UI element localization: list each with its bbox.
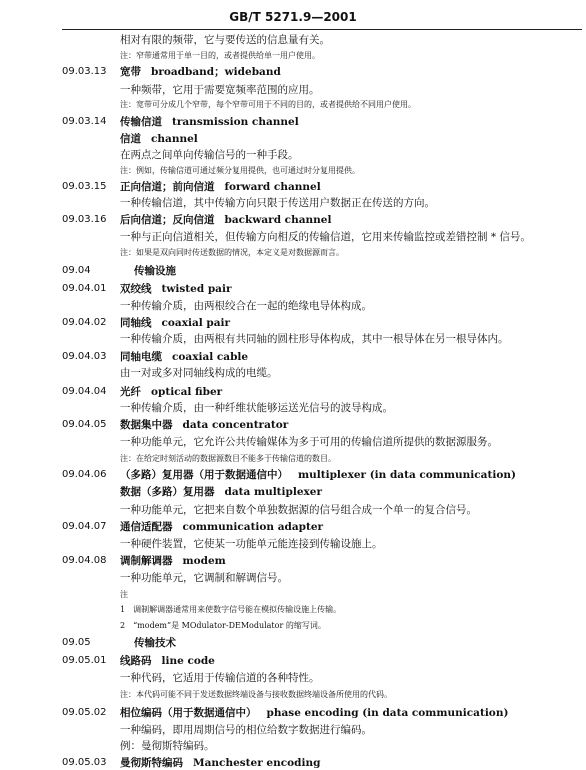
note-text: 注：宽带可分成几个窄带，每个窄带可用于不同的目的，或者提供给不同用户使用。 [120,100,416,109]
definition-text: 数据（多路）复用器 data multiplexer [120,486,323,498]
term-english: transmission channel [172,116,299,128]
term-english: data concentrator [182,419,289,431]
definition-text: 一种与正向信道相关，但传输方向相反的传输信道，它用来传输监控或差错控制 * 信号。 [120,231,531,243]
term-english: broadband；wideband [151,66,281,78]
definition-text: 一种频带，它用于需要宽频率范围的应用。 [120,84,320,96]
term-name: 线路码 line code [120,655,215,667]
definition-text: 一种功能单元，它把来自数个单独数据源的信号组合成一个单一的复合信号。 [120,504,477,516]
note-text: 1 调制解调器通常用来使数字信号能在模拟传输设施上传输。 [120,605,342,614]
term-english: communication adapter [182,521,324,533]
term-name: 同轴电缆 coaxial cable [120,351,249,363]
term-number: 09.03.15 [62,181,107,192]
term-name: 相位编码（用于数据通信中） phase encoding (in data communication) [120,707,509,719]
page-header: GB/T 5271.9—2001 [229,10,357,24]
term-number: 09.04.02 [62,317,107,328]
note-text: 注：本代码可能不同于发送数据终端设备与接收数据终端设备所使用的代码。 [120,690,392,699]
definition-text: 一种传输介质，由两根有共同轴的圆柱形导体构成，其中一根导体在另一根导体内。 [120,333,509,345]
term-number: 09.05.03 [62,757,107,768]
term-name: 同轴线 coaxial pair [120,317,231,329]
note-text: 注：如果是双向同时传送数据的情况，本定义是对数据源而言。 [120,248,344,257]
note-text: 注：在给定时刻活动的数据源数目不能多于传输信道的数目。 [120,454,336,463]
term-english: backward channel [224,214,332,226]
term-number: 09.04.07 [62,521,107,532]
term-name: 正向信道；前向信道 forward channel [120,181,321,193]
term-english: coaxial pair [161,317,231,329]
term-number: 09.04.08 [62,555,107,566]
term-english: twisted pair [161,283,232,295]
term-number: 09.04.04 [62,386,107,397]
note-text: 注 [120,590,128,599]
definition-text: 一种传输介质，由两根绞合在一起的绝缘电导体构成。 [120,300,372,312]
term-name: 通信适配器 communication adapter [120,521,324,533]
term-english: channel [151,133,198,145]
term-number: 09.04 [62,265,91,276]
term-name: 传输设施 [134,265,176,277]
definition-text: 一种编码，即用周期信号的相位给数字数据进行编码。 [120,724,372,736]
note-text: 注：例如，传输信道可通过频分复用提供，也可通过时分复用提供。 [120,166,360,175]
term-english: multiplexer (in data communication) [298,469,516,481]
term-number: 09.05.02 [62,707,107,718]
note-text: 2 “modem”是 MOdulator-DEModulator 的缩写词。 [120,621,326,630]
term-english: coaxial cable [172,351,249,363]
definition-text: 一种功能单元，它允许公共传输媒体为多于可用的传输信道所提供的数据源服务。 [120,436,498,448]
definition-text: 一种传输信道，其中传输方向只限于传送用户数据正在传送的方向。 [120,197,435,209]
definition-text: 由一对或多对同轴线构成的电缆。 [120,367,278,379]
note-text: 注：窄带通常用于单一目的，或者提供给单一用户使用。 [120,51,320,60]
definition-text: 一种代码，它适用于传输信道的各种特性。 [120,672,320,684]
term-english: phase encoding (in data communication) [266,707,509,719]
term-name: 传输信道 transmission channel [120,116,299,128]
term-number: 09.05 [62,637,91,648]
term-english: data multiplexer [224,486,323,498]
term-number: 09.03.14 [62,116,107,127]
term-number: 09.04.03 [62,351,107,362]
definition-text: 一种硬件装置，它使某一功能单元能连接到传输设施上。 [120,538,383,550]
term-name: 光纤 optical fiber [120,386,223,398]
term-english: optical fiber [151,386,223,398]
term-number: 09.04.06 [62,469,107,480]
term-number: 09.04.01 [62,283,107,294]
definition-text: 一种传输介质，由一种纤维状能够运送光信号的波导构成。 [120,402,393,414]
term-name: 宽带 broadband；wideband [120,66,281,78]
term-name: 曼彻斯特编码 Manchester encoding [120,757,321,769]
term-number: 09.04.05 [62,419,107,430]
term-english: modem [182,555,226,567]
term-name: （多路）复用器（用于数据通信中） multiplexer (in data communication) [120,469,516,481]
term-number: 09.03.13 [62,66,107,77]
term-name: 后向信道；反向信道 backward channel [120,214,332,226]
term-name: 双绞线 twisted pair [120,283,232,295]
term-english: line code [161,655,215,667]
term-name: 数据集中器 data concentrator [120,419,289,431]
term-english: forward channel [224,181,321,193]
term-number: 09.05.01 [62,655,107,666]
term-name: 调制解调器 modem [120,555,226,567]
definition-text: 例：曼彻斯特编码。 [120,740,215,752]
term-english: Manchester encoding [193,757,321,769]
definition-text: 信道 channel [120,133,198,145]
term-number: 09.03.16 [62,214,107,225]
term-name: 传输技术 [134,637,176,649]
definition-text: 一种功能单元，它调制和解调信号。 [120,572,288,584]
definition-text: 相对有限的频带，它与要传送的信息量有关。 [120,34,330,46]
header-rule [62,29,582,30]
definition-text: 在两点之间单向传输信号的一种手段。 [120,149,299,161]
